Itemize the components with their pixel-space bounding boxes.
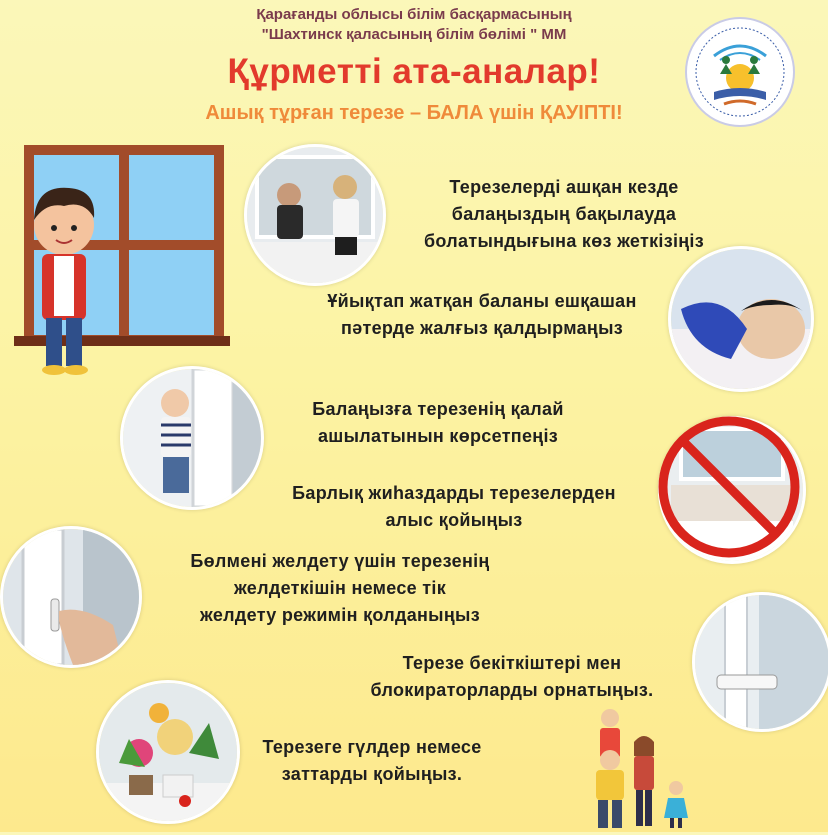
boy-window-illustration	[14, 140, 230, 380]
tip-7-line-1: Терезеге гүлдер немесе	[262, 737, 482, 757]
children-at-window-photo	[244, 144, 386, 286]
tip-4-line-1: Барлық жиһаздарды терезелерден	[292, 483, 616, 503]
tip-3-line-2: ашылатынын көрсетпеңіз	[317, 426, 559, 446]
tip-6	[344, 650, 680, 704]
tip-3-line-1: Балаңызға терезенің қалай	[312, 399, 564, 419]
tip-5	[140, 548, 540, 629]
tip-1-line-1: Терезелерді ашқан кезде	[449, 177, 679, 197]
tip-2-line-1: Ұйықтап жатқан баланы ешқашан	[327, 291, 637, 311]
window-handle-photo	[0, 526, 142, 668]
page-subtitle: Ашық тұрған терезе – БАЛА үшін ҚАУІПТІ!	[205, 102, 623, 124]
tip-1-line-2: балаңыздың бақылауда	[451, 204, 677, 224]
child-opening-window-photo	[120, 366, 264, 510]
flowers-on-windowsill-photo	[96, 680, 240, 824]
tip-2	[296, 288, 668, 342]
tip-7-line-2: заттарды қойыңыз.	[281, 764, 463, 784]
tip-6-line-1: Терезе бекіткіштері мен	[402, 653, 622, 673]
tip-5-line-3: желдету режимін қолданыңыз	[200, 605, 480, 625]
tip-1	[396, 174, 732, 255]
family-illustration	[588, 700, 700, 830]
tip-7	[236, 734, 508, 788]
tip-4	[254, 480, 654, 534]
window-lock-photo	[692, 592, 828, 732]
tip-6-line-2: блокираторларды орнатыңыз.	[370, 680, 654, 700]
tip-1-line-3: болатындығына көз жеткізіңіз	[424, 231, 704, 251]
tip-5-line-2: желдеткішін немесе тік	[233, 578, 447, 598]
sleeping-child-photo	[668, 246, 814, 392]
tip-2-line-2: пәтерде жалғыз қалдырмаңыз	[340, 318, 624, 338]
tip-4-line-2: алыс қойыңыз	[385, 510, 523, 530]
prohibition-sign-icon	[656, 414, 802, 560]
logo-emblem	[684, 16, 796, 128]
tip-3	[278, 396, 598, 450]
page-title: Құрметті ата-аналар!	[227, 52, 601, 91]
tip-5-line-1: Бөлмені желдету үшін терезенің	[190, 551, 490, 571]
org-line-2: "Шахтинск қаласының білім бөлімі " ММ	[261, 26, 567, 43]
org-line-1: Қарағанды облысы білім басқармасының	[256, 6, 572, 23]
